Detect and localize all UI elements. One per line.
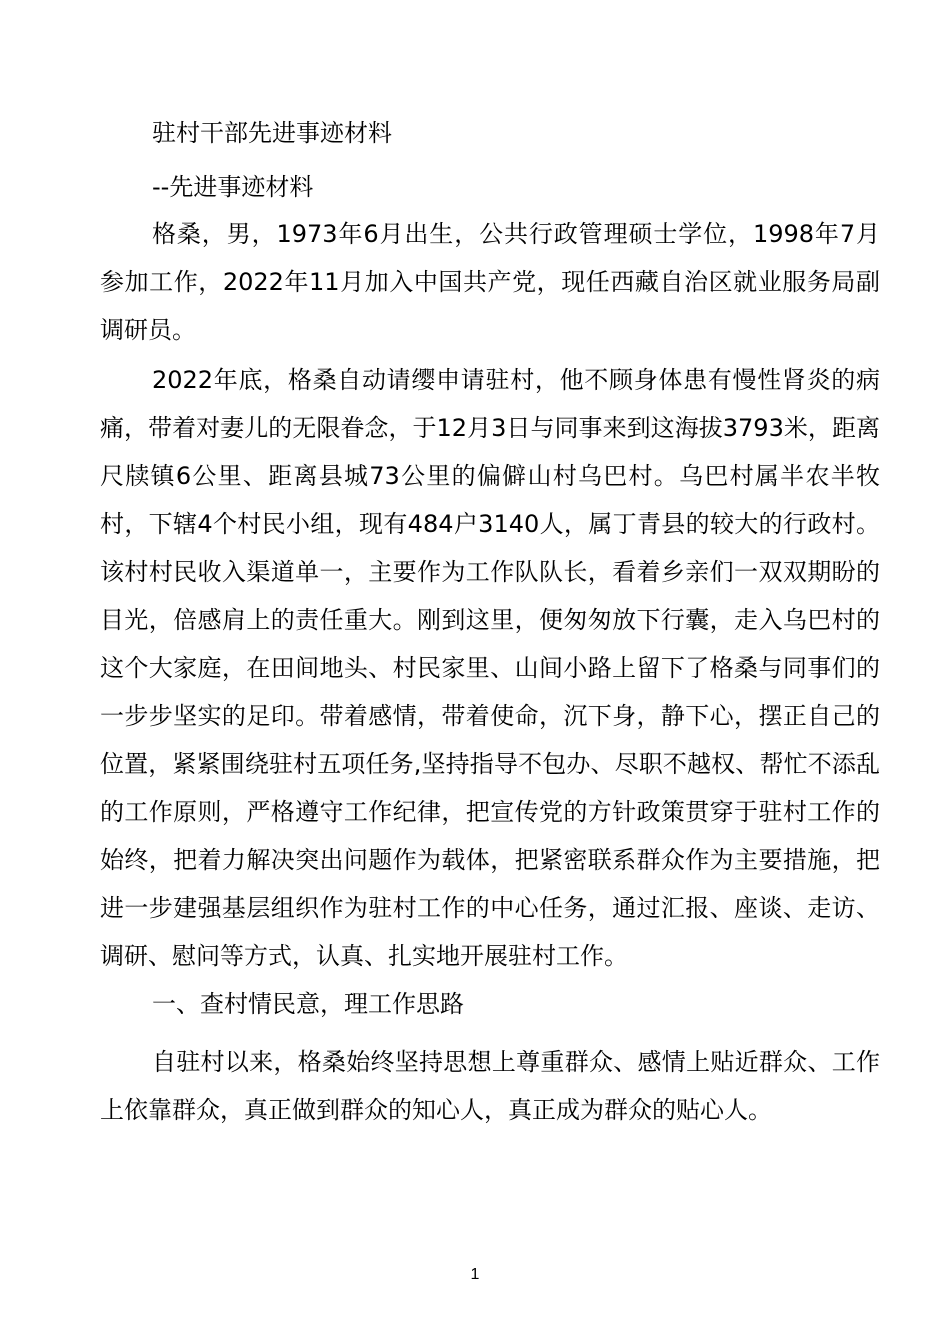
paragraph-village-work: 2022年底，格桑自动请缨申请驻村，他不顾身体患有慢性肾炎的病痛，带着对妻儿的无限眷念，于12月3日与同事来到这海拔3793米，距离尺牍镇6公里、距离县城73公里的偏僻山村乌巴村。乌巴村属半农半牧村，下辖4个村民小组，现有484户3140人，属丁青县的较大的行政村。该村村民收入渠道单一，主要作为工作队队长，看着乡亲们一双双期盼的目光，倍感肩上的责任重大。刚到这里，便匆匆放下行囊，走入乌巴村的这个大家庭，在田间地头、村民家里、山间小路上留下了格桑与同事们的一步步坚实的足印。带着感情，带着使命，沉下身，静下心，摆正自己的位置，紧紧围绕驻村五项任务,坚持指导不包办、尽职不越权、帮忙不添乱的工作原则，严格遵守工作纪律，把宣传党的方针政策贯穿于驻村工作的始终，把着力解决突出问题作为载体，把紧密联系群众作为主要措施，把进一步建强基层组织作为驻村工作的中心任务，通过汇报、座谈、走访、调研、慰问等方式，认真、扎实地开展驻村工作。	[100, 366, 880, 970]
document-title: 驻村干部先进事迹材料	[152, 119, 392, 147]
paragraph-closing: 自驻村以来，格桑始终坚持思想上尊重群众、感情上贴近群众、工作上依靠群众，真正做到群众的知心人，真正成为群众的贴心人。	[100, 1048, 880, 1124]
document-body	[100, 110, 880, 1134]
page-number: 1	[470, 1266, 480, 1283]
document-subtitle: --先进事迹材料	[152, 173, 314, 201]
section-heading: 一、查村情民意，理工作思路	[152, 990, 464, 1018]
paragraph-profile: 格桑，男，1973年6月出生，公共行政管理硕士学位，1998年7月参加工作，2022年11月加入中国共产党，现任西藏自治区就业服务局副调研员。	[100, 220, 880, 344]
